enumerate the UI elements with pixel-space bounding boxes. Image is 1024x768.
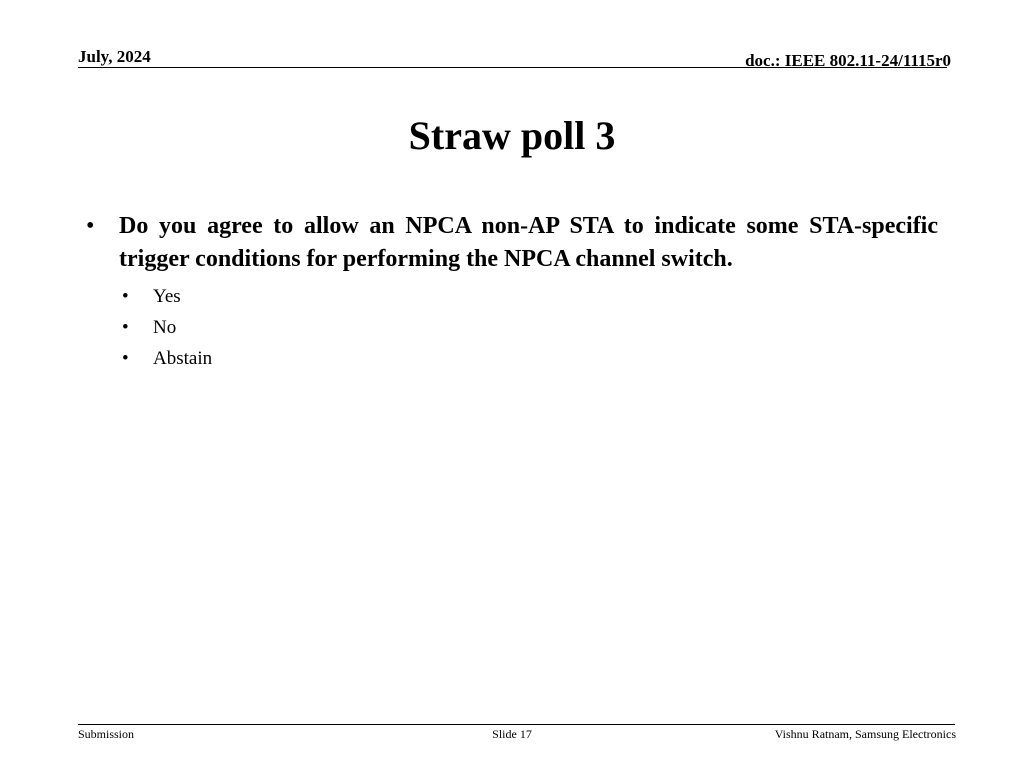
footer-divider	[78, 724, 955, 725]
footer-author: Vishnu Ratnam, Samsung Electronics	[774, 727, 956, 741]
option-item	[119, 343, 938, 374]
bullet-icon: •	[122, 317, 129, 338]
header-divider	[78, 67, 947, 68]
header-doc-id: doc.: IEEE 802.11-24/1115r0	[745, 51, 951, 70]
footer-slide-number: Slide 17	[492, 727, 532, 741]
header-date: July, 2024	[78, 47, 151, 66]
bullet-icon: •	[86, 213, 95, 239]
slide-body	[86, 210, 938, 374]
question-item	[86, 210, 938, 276]
bullet-icon: •	[122, 348, 129, 369]
option-label: Yes	[153, 286, 181, 307]
footer-submission: Submission	[78, 727, 135, 741]
question-text: Do you agree to allow an NPCA non-AP STA to indicate some STA-specific trigger conditions for performing the NPCA channel switch.	[119, 213, 938, 272]
option-item	[119, 312, 938, 343]
bullet-icon: •	[122, 286, 129, 307]
option-item	[119, 281, 938, 312]
option-label: No	[153, 317, 177, 338]
slide-title: Straw poll 3	[408, 113, 616, 158]
options-list	[86, 281, 938, 374]
option-label: Abstain	[153, 348, 213, 369]
